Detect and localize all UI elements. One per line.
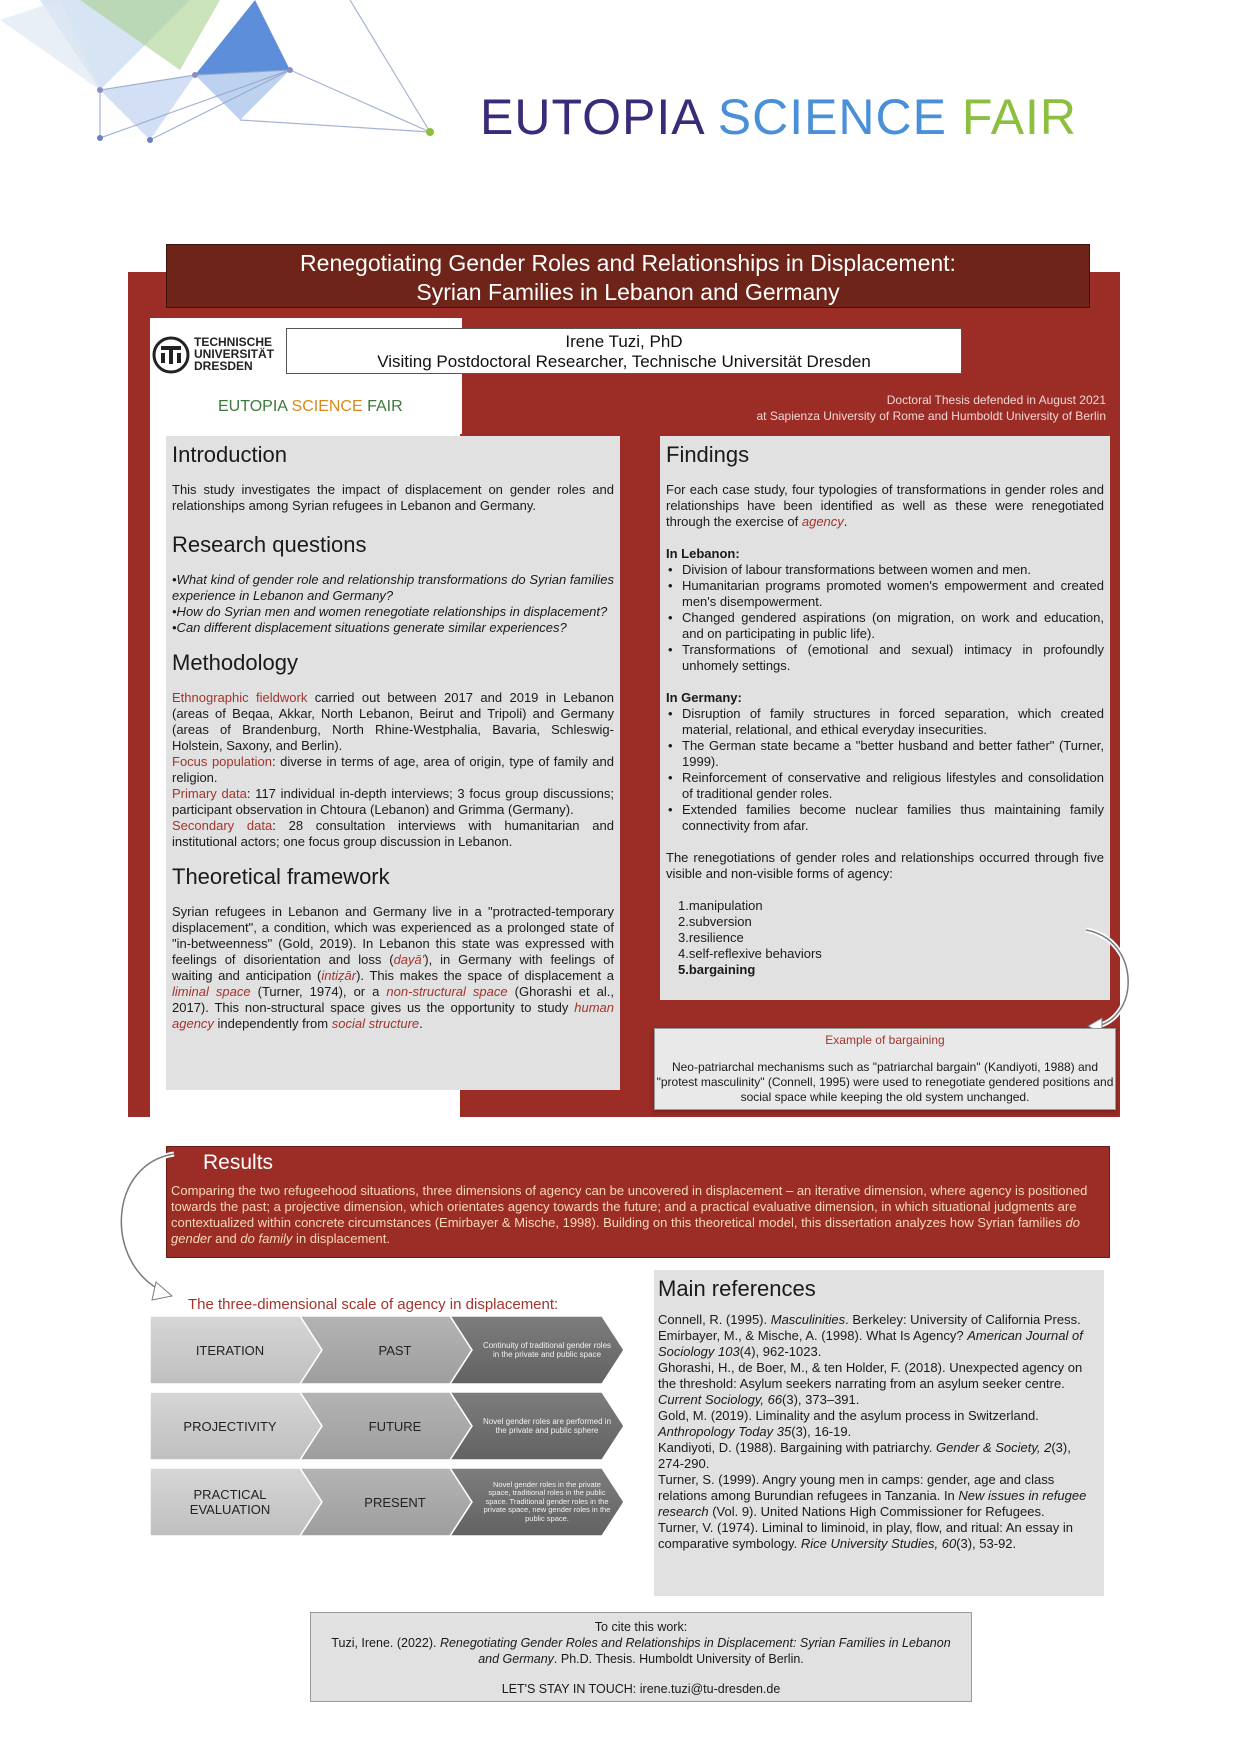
references-heading: Main references [658, 1276, 816, 1301]
citation-title: Renegotiating Gender Roles and Relationships in Displacement: Syrian Families in Lebanon and Germany [439, 1636, 951, 1666]
agency-forms-list [678, 898, 1104, 978]
methodology-heading: Methodology [172, 650, 298, 675]
reference-author: Ghorashi [658, 1360, 711, 1375]
thesis-line1: Doctoral Thesis defended in August 2021 [886, 393, 1106, 407]
tu-logo-line3: DRESDEN [194, 359, 253, 373]
theory-part1: Syrian refugees in Lebanon and Germany live in a "protracted-temporary displacement", a condition, which was experienced as a prolonged state of "in-betweenness" (Gold, 2019). In Lebanon this state was expressed with feelings of disorientation and loss ( [172, 904, 614, 967]
findings-intro-a: For each case study, four typologies of transformations in gender roles and relationships have been identified as well as these were renegotiated through the exercise of [666, 482, 1104, 529]
citation-text [321, 1635, 961, 1667]
methodology-secondary [172, 818, 614, 850]
findings-panel [660, 436, 1110, 1000]
reference-source: Current Sociology, 66 [658, 1392, 783, 1407]
thesis-note [700, 392, 1106, 424]
results-box [166, 1146, 1110, 1258]
scale-title: The three-dimensional scale of agency in displacement: [188, 1296, 559, 1313]
scale-time-1: PAST [378, 1342, 412, 1358]
results-do-family: do family [240, 1231, 293, 1246]
reference-text: , V. (1974). Liminal to liminoid, in play, flow, and ritual: An essay in comparative symbology. [658, 1520, 1074, 1551]
scale-dimension-2: PROJECTIVITY [183, 1418, 277, 1434]
author-role: Visiting Postdoctoral Researcher, Technische Universität Dresden [377, 352, 871, 371]
reference-item [658, 1520, 1100, 1552]
findings-intro [666, 482, 1104, 530]
findings-summary: The renegotiations of gender roles and relationships occurred through five visible and non-visible forms of agency: [666, 850, 1104, 881]
research-questions-heading: Research questions [172, 532, 367, 557]
curved-arrow-left-icon [104, 1150, 180, 1306]
tu-dresden-logo-icon [152, 336, 190, 374]
reference-item [658, 1360, 1100, 1408]
reference-author: Connell [658, 1312, 703, 1327]
reference-item [658, 1408, 1100, 1440]
left-panel [166, 436, 620, 1090]
germany-item: • The German state became a "better husband and better father" (Turner, 1999). [666, 738, 1104, 770]
theory-part4: (Turner, 1974), or a [250, 984, 387, 999]
fair-title-word1: EUTOPIA [480, 89, 703, 145]
example-title: Example of bargaining [825, 1033, 945, 1047]
reference-text: (3), 53-92. [956, 1536, 1017, 1551]
reference-author: Turner [658, 1520, 696, 1535]
lebanon-item: • Changed gendered aspirations (on migration, on work and education, and on participating in public life). [666, 610, 1104, 642]
results-text [171, 1183, 1105, 1247]
references-panel [654, 1270, 1104, 1596]
term-human-agency: human agency [172, 1000, 614, 1031]
poster-title-line1: Renegotiating Gender Roles and Relationships in Displacement: [300, 250, 956, 276]
introduction-text: This study investigates the impact of displacement on gender roles and relationships among Syrian refugees in Lebanon and Germany. [172, 482, 614, 513]
frame-left-bar [128, 272, 150, 1117]
term-social-structure: social structure [331, 1016, 420, 1031]
reference-text: , S. (1999). Angry young men in camps: gender, age and class relations among Burundian refugees in Tanzania. In [658, 1472, 1055, 1503]
scale-desc-3: Novel gender roles in the private space, traditional roles in the public space. Traditional gender roles in the private space, new gender roles in the public space. [483, 1479, 611, 1523]
citation-box [310, 1612, 972, 1702]
reference-item [658, 1328, 1100, 1360]
methodology-primary [172, 786, 614, 818]
secondary-label: Secondary data [172, 818, 273, 833]
results-part2: in displacement. [292, 1231, 390, 1246]
results-part1: Comparing the two refugeehood situations, three dimensions of agency can be uncovered in displacement – an iterative dimension, where agency is positioned towards the past; a projective dimension, which orientates agency towards the future; and a practical evaluative dimension, in which situational judgments are contextualized within concrete circumstances (Emirbayer & Mische, 1998). Building on this theoretical model, this dissertation analyzes how Syrian families [171, 1183, 1088, 1230]
research-question-3: •Can different displacement situations generate similar experiences? [172, 620, 567, 635]
network-graphic [0, 0, 460, 170]
agency-form-item: 1.manipulation [678, 898, 763, 913]
reference-text: (Vol. 9). United Nations High Commissioner for Refugees. [708, 1504, 1045, 1519]
citation-rest: . Ph.D. Thesis. Humboldt University of Berlin. [553, 1652, 804, 1666]
poster-title-line2: Syrian Families in Lebanon and Germany [416, 279, 840, 305]
citation-author: Tuzi, Irene. (2022). [331, 1636, 440, 1650]
term-non-structural-space: non-structural space [386, 984, 508, 999]
results-and: and [211, 1231, 241, 1246]
reference-source: Gender & Society, 2 [935, 1440, 1052, 1455]
primary-label: Primary data [172, 786, 247, 801]
author-name: Irene Tuzi, PhD [565, 332, 683, 351]
theory-part6: independently from [213, 1016, 332, 1031]
research-question-2: •How do Syrian men and women renegotiate relationships in displacement? [172, 604, 608, 619]
scale-desc-2: Novel gender roles are performed in the private and public sphere [482, 1417, 612, 1435]
agency-form-item: 5.bargaining [678, 962, 756, 977]
thesis-line2: at Sapienza University of Rome and Humboldt University of Berlin [756, 409, 1106, 423]
curved-arrow-icon [1080, 920, 1140, 1040]
reference-text: (3), 16-19. [791, 1424, 852, 1439]
findings-intro-b: . [843, 514, 848, 529]
reference-author: Kandiyoti [658, 1440, 712, 1455]
agency-form-item: 2.subversion [678, 914, 752, 929]
lebanon-list [666, 562, 1104, 674]
fair-title-word2: SCIENCE [717, 89, 947, 145]
lebanon-label: In Lebanon: [666, 546, 740, 561]
germany-item: • Extended families become nuclear families thus maintaining family connectivity from afar. [666, 802, 1104, 834]
reference-item [658, 1312, 1100, 1328]
theory-part2: ), in Germany with feelings of waiting and anticipation ( [172, 952, 614, 983]
scale-dimension-3: PRACTICAL EVALUATION [189, 1487, 271, 1517]
reference-source: Masculinities [770, 1312, 846, 1327]
reference-source: Anthropology Today 35 [658, 1424, 792, 1439]
research-question-1: •What kind of gender role and relationship transformations do Syrian families experience in Lebanon and Germany? [172, 572, 614, 603]
focus-label: Focus population [172, 754, 272, 769]
agency-form-item: 4.self-reflexive behaviors [678, 946, 822, 961]
secondary-text: : 28 consultation interviews with humanitarian and institutional actors; one focus group discussion in Lebanon. [172, 818, 614, 849]
lebanon-item: • Division of labour transformations between women and men. [666, 562, 1104, 578]
findings-heading: Findings [666, 442, 750, 467]
focus-text: : diverse in terms of age, area of origin, type of family and religion. [172, 754, 614, 785]
scale-dimension-1: ITERATION [195, 1342, 265, 1358]
reference-text: (4), 962-1023. [739, 1344, 822, 1359]
reference-text: , D. (1988). Bargaining with patriarchy. [711, 1440, 936, 1455]
theory-part5: (Ghorashi et al., 2017). This non-structural space gives us the opportunity to study [172, 984, 614, 1015]
primary-text: : 117 individual in-depth interviews; 3 focus group discussions; participant observation in Chtoura (Lebanon) and Grimma (Germany). [172, 786, 614, 817]
results-do-gender: do gender [171, 1215, 1080, 1246]
germany-item: • Disruption of family structures in forced separation, which created material, relational, and ethical everyday insecurities. [666, 706, 1104, 738]
reference-item [658, 1472, 1100, 1520]
mini-fair-logo [218, 398, 403, 416]
references-list [658, 1312, 1100, 1552]
mini-fair-word3: FAIR [367, 398, 403, 415]
reference-source: New issues in refugee research [658, 1488, 1087, 1519]
term-intizar: intiẓār [321, 968, 357, 983]
poster-title [166, 244, 1090, 308]
reference-item [658, 1440, 1100, 1472]
results-heading: Results [203, 1151, 274, 1174]
example-text: Neo-patriarchal mechanisms such as "patriarchal bargain" (Kandiyoti, 1988) and "protest masculinity" (Connell, 1995) were used to renegotiate gendered positions and social space while keeping the old system unchanged. [656, 1060, 1114, 1104]
theory-text [172, 904, 614, 1032]
reference-source: American Journal of Sociology 103 [658, 1328, 1083, 1359]
germany-list [666, 706, 1104, 834]
fieldwork-text: carried out between 2017 and 2019 in Lebanon (areas of Beqaa, Akkar, North Lebanon, Beirut and Tripoli) and Germany (areas of Brandenburg, North Rhine-Westphalia, Bavaria, Schleswig-Holstein, Saxony, and Berlin). [172, 690, 614, 753]
reference-author: Turner [658, 1472, 696, 1487]
germany-label: In Germany: [666, 690, 742, 705]
example-box [654, 1028, 1116, 1110]
agency-form-item: 3.resilience [678, 930, 744, 945]
theory-part7: . [419, 1016, 423, 1031]
fair-title [480, 88, 1077, 146]
methodology-fieldwork [172, 690, 614, 754]
reference-text: , H., de Boer, M., & ten Holder, F. (2018). Unexpected agency on the threshold: Asylum seekers narrating from an asylum seeker centre. [658, 1360, 1083, 1391]
reference-text: , R. (1995). [702, 1312, 771, 1327]
reference-author: Gold [658, 1408, 686, 1423]
germany-item: • Reinforcement of conservative and religious lifestyles and consolidation of traditional gender roles. [666, 770, 1104, 802]
author-box [286, 328, 962, 374]
tu-logo-line1: TECHNISCHE [194, 335, 273, 349]
reference-text: , M. (2019). Liminality and the asylum process in Switzerland. [685, 1408, 1039, 1423]
fair-title-word3: FAIR [961, 89, 1078, 145]
scale-time-2: FUTURE [368, 1418, 422, 1434]
reference-text: (3), 373–391. [782, 1392, 860, 1407]
tu-logo-line2: UNIVERSITÄT [194, 347, 275, 361]
research-questions [172, 572, 614, 636]
term-liminal-space: liminal space [172, 984, 251, 999]
reference-source: Rice University Studies, 60 [800, 1536, 957, 1551]
findings-intro-agency: agency [801, 514, 844, 529]
citation-label: To cite this work: [594, 1620, 688, 1634]
reference-text: (3), 274-290. [658, 1440, 1071, 1471]
methodology-focus [172, 754, 614, 786]
mini-fair-word1: EUTOPIA [218, 398, 288, 415]
contact-line[interactable]: LET'S STAY IN TOUCH: irene.tuzi@tu-dresden.de [501, 1682, 781, 1696]
fieldwork-label: Ethnographic fieldwork [172, 690, 308, 705]
reference-text: . Berkeley: University of California Press. [845, 1312, 1081, 1327]
mini-fair-word2: SCIENCE [291, 398, 363, 415]
theory-part3: ). This makes the space of displacement a [356, 968, 614, 983]
theory-heading: Theoretical framework [172, 864, 390, 889]
tu-dresden-logo-text [194, 336, 274, 372]
reference-text: Emirbayer, M., & Mische, A. (1998). What Is Agency? [658, 1328, 968, 1343]
lebanon-item: • Transformations of (emotional and sexual) intimacy in profoundly unhomely settings. [666, 642, 1104, 674]
scale-desc-1: Continuity of traditional gender roles in the private and public space [482, 1341, 612, 1359]
term-daya: dayā' [393, 952, 425, 967]
introduction-heading: Introduction [172, 442, 287, 467]
scale-time-3: PRESENT [364, 1494, 426, 1510]
lebanon-item: • Humanitarian programs promoted women's empowerment and created men's disempowerment. [666, 578, 1104, 610]
